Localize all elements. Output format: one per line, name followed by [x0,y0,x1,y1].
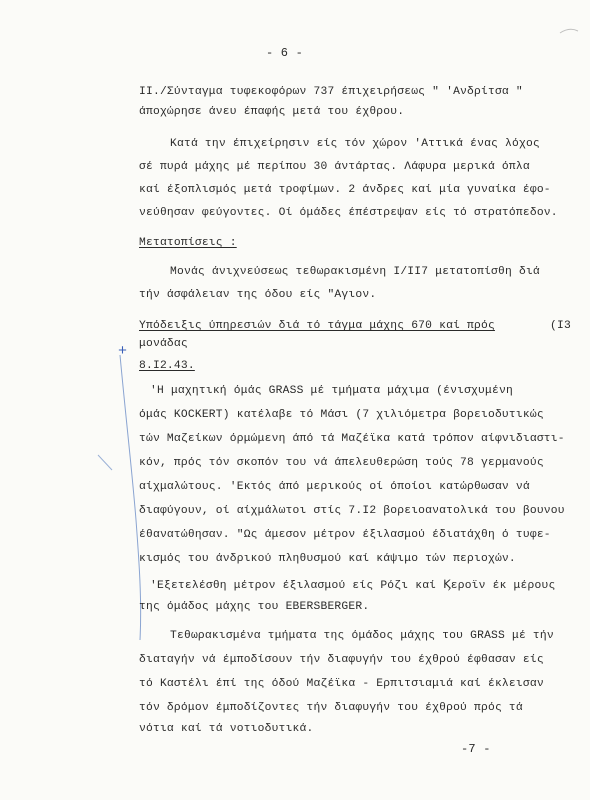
text-line: διαταγήν νά έμποδίσουν τήν διαφυγήν του έχθρού έφθασαν είς [139,654,544,666]
text-line: αίχμαλώτους. 'Εκτός άπό μερικούς οί όποίοι κατώρθωσαν νά [139,481,530,493]
text-line: 'Εξετελέσθη μέτρον έξιλασμού είς Ρόζι καί Ϗεροϊν έκ μέρους [150,580,556,592]
next-page-marker: -7 - [461,742,491,756]
date-heading: 8.I2.43. [139,360,195,372]
subheading-continuation: μονάδας [139,338,188,350]
text-line: Μονάς άνιχνεύσεως τεθωρακισμένη I/II7 μετατοπίσθη διά [170,266,540,278]
page-number: - 6 - [266,46,304,60]
section-heading: Μετατοπίσεις : [139,237,237,249]
text-line: τών Μαζείκων όρμώμενη άπό τά Μαζέϊκα κατά τρόπον αίφνιδιαστι- [139,433,565,445]
text-line: όμάς KOCKERT) κατέλαβε τό Μάσι (7 χιλιόμετρα βορειοδυτικώς [139,409,544,421]
text-line: τόν δρόμον έμποδίζοντες τήν διαφυγήν του έχθρού πρός τά [139,702,523,714]
text-line: κισμός του άνδρικού πληθυσμού καί κάψιμο τών περιοχών. [139,553,516,565]
text-line: Τεθωρακισμένα τμήματα της όμάδος μάχης του GRASS μέ τήν [170,630,554,642]
text-line: καί έξοπλισμός μετά τροφίμων. 2 άνδρες καί μία γυναίκα έφο- [139,184,551,196]
text-line: έθανατώθησαν. "Ως άμεσον μέτρον έξιλασμού έδιατάχθη ό τυφε- [139,529,551,541]
subheading-note: (I3 [550,320,571,332]
text-line: τό Καστέλι έπί της όδού Μαζέϊκα - Ερπιτσιαμιά καί έκλεισαν [139,678,544,690]
text-line: Κατά την έπιχείρησιν είς τόν χώρον 'Αττικά ένας λόχος [170,138,540,150]
text-line: άποχώρησε άνευ έπαφής μετά του έχθρου. [139,106,405,118]
text-line: II./Σύνταγμα τυφεκοφόρων 737 έπιχειρήσεως " 'Ανδρίτσα " [139,86,523,98]
text-line: νεύθησαν φεύγοντες. Οί όμάδες έπέστρεψαν είς τό στρατόπεδον. [139,207,558,219]
text-line: τήν άσφάλειαν της όδου είς "Αγιον. [139,289,377,301]
subheading: Υπόδειξις ύπηρεσιών διά τό τάγμα μάχης 670 καί πρός [139,320,495,332]
text-line: της όμάδος μάχης του EBERSBERGER. [139,601,370,613]
text-line: σέ πυρά μάχης μέ περίπου 30 άντάρτας. Λάφυρα μερικά όπλα [139,161,530,173]
text-line: νότια καί τά νοτιοδυτικά. [139,723,314,735]
text-line: κόν, πρός τόν σκοπόν του νά άπελευθερώση τούς 78 γερμανούς [139,457,544,469]
text-line: 'Η μαχητική όμάς GRASS μέ τμήματα μάχιμα (ένισχυμένη [150,385,513,397]
text-line: διαφύγουν, οί αίχμάλωτοι στίς 7.I2 βορειοανατολικά του βουνου [139,505,565,517]
margin-plus-mark: + [118,343,128,360]
